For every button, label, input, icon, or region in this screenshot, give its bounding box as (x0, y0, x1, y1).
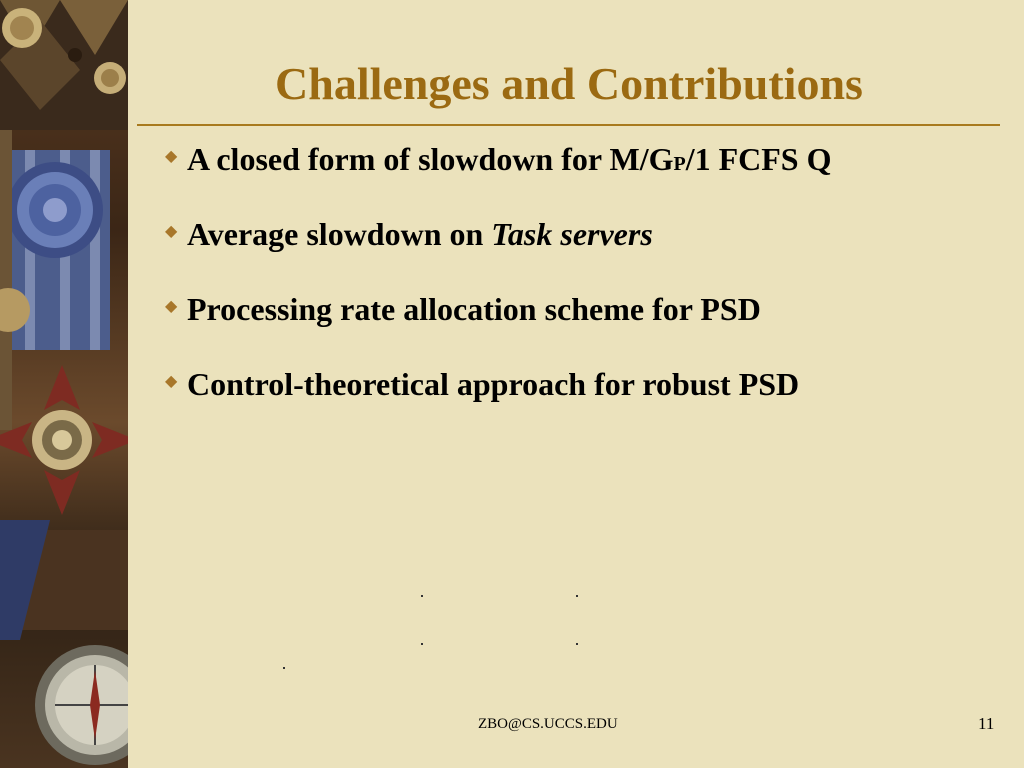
artifact-dot (421, 643, 423, 645)
diamond-bullet-icon: ◆ (165, 298, 178, 315)
bullet-text: A closed form of slowdown for M/GP/1 FCFS Q (187, 141, 832, 177)
title-divider (137, 124, 1000, 126)
bullet-list (165, 140, 1005, 440)
diamond-bullet-icon: ◆ (165, 373, 178, 390)
page-number: 11 (978, 714, 995, 733)
bullet-item (165, 290, 1005, 365)
diamond-bullet-icon: ◆ (165, 148, 178, 165)
artifact-dot (576, 643, 578, 645)
artifact-dot (576, 595, 578, 597)
bullet-text: Average slowdown on Task servers (187, 216, 653, 252)
slide-title: Challenges and Contributions (275, 58, 863, 109)
footer-email: ZBO@CS.UCCS.EDU (478, 716, 618, 732)
medal-compass-photo-icon (0, 0, 128, 768)
bullet-text: Control-theoretical approach for robust PSD (187, 366, 800, 402)
bullet-item (165, 365, 1005, 440)
artifact-dot (283, 667, 285, 669)
bullet-item (165, 215, 1005, 290)
artifact-dot (421, 595, 423, 597)
bullet-text: Processing rate allocation scheme for PSD (187, 291, 761, 327)
bullet-item (165, 140, 1005, 215)
diamond-bullet-icon: ◆ (165, 223, 178, 240)
